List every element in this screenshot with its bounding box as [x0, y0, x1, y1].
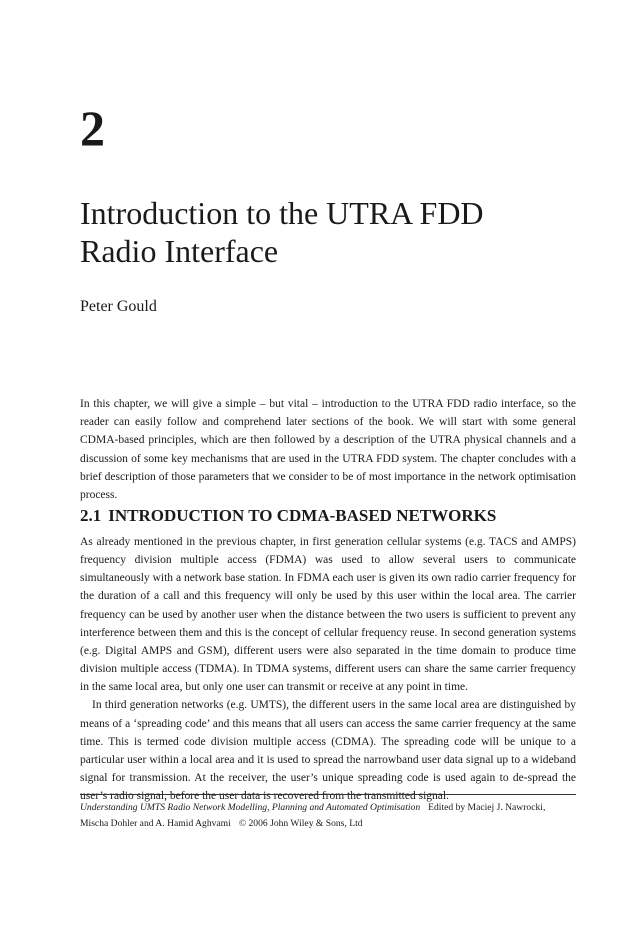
footer-line-2 — [80, 816, 580, 832]
section-paragraph-1: As already mentioned in the previous chapter, in first generation cellular systems (e.g. TACS and AMPS) frequency division multiple access (FDMA) was used to allow several users to communicate simultaneously with a network base station. In FDMA each user is given its own radio carrier frequency for the duration of a call and this frequency will only be used by this user within the local area. The carrier frequency can be used by another user when the distance between the two users is sufficient to prevent any interference between them and this is the concept of cellular frequency reuse. In second generation systems (e.g. Digital AMPS and GSM), different users were also separated in the time domain to produce time division multiple access (TDMA). In TDMA systems, different users can share the same carrier frequency in the same local area, but only one user can transmit or receive at any point in time. — [80, 536, 576, 694]
chapter-title — [80, 194, 600, 270]
footer-editors-line-2: Mischa Dohler and A. Hamid Aghvami — [80, 818, 231, 829]
chapter-author: Peter Gould — [80, 298, 157, 315]
footer-divider — [80, 794, 576, 795]
section-body — [80, 533, 576, 805]
section-paragraph-2: In third generation networks (e.g. UMTS), the different users in the same local area are distinguished by means of a ‘spreading code’ and this means that all users can access the same carrier frequency at the same time. This is termed code division multiple access (CDMA). The spreading code will be unique to a particular user within a local area and it is used to spread the narrowband user data signal up to a wideband signal for transmission. At the receiver, the user’s unique spreading code is used again to de-spread the user’s radio signal, before the user data is recovered from the transmitted signal. — [80, 699, 576, 803]
footer-line-1 — [80, 800, 580, 816]
footer-book-title: Understanding UMTS Radio Network Modelling, Planning and Automated Optimisation — [80, 802, 421, 813]
section-title: INTRODUCTION TO CDMA-BASED NETWORKS — [108, 506, 497, 525]
footer-editors-line-1: Edited by Maciej J. Nawrocki, — [428, 802, 546, 813]
chapter-title-line-2: Radio Interface — [80, 233, 279, 269]
chapter-number: 2 — [80, 100, 105, 156]
section-heading — [80, 505, 496, 527]
section-number: 2.1 — [80, 506, 102, 525]
page-footer — [80, 800, 580, 832]
intro-paragraph: In this chapter, we will give a simple – but vital – introduction to the UTRA FDD radio interface, so the reader can easily follow and comprehend later sections of the book. We will start with some general CDMA-based principles, which are then followed by a description of the UTRA physical channels and a discussion of some key mechanisms that are used in the UTRA FDD system. The chapter concludes with a brief description of those parameters that we consider to be of most importance in the network optimisation process. — [80, 398, 576, 502]
footer-copyright: © 2006 John Wiley & Sons, Ltd — [238, 818, 363, 829]
chapter-title-line-1: Introduction to the UTRA FDD — [80, 195, 484, 231]
